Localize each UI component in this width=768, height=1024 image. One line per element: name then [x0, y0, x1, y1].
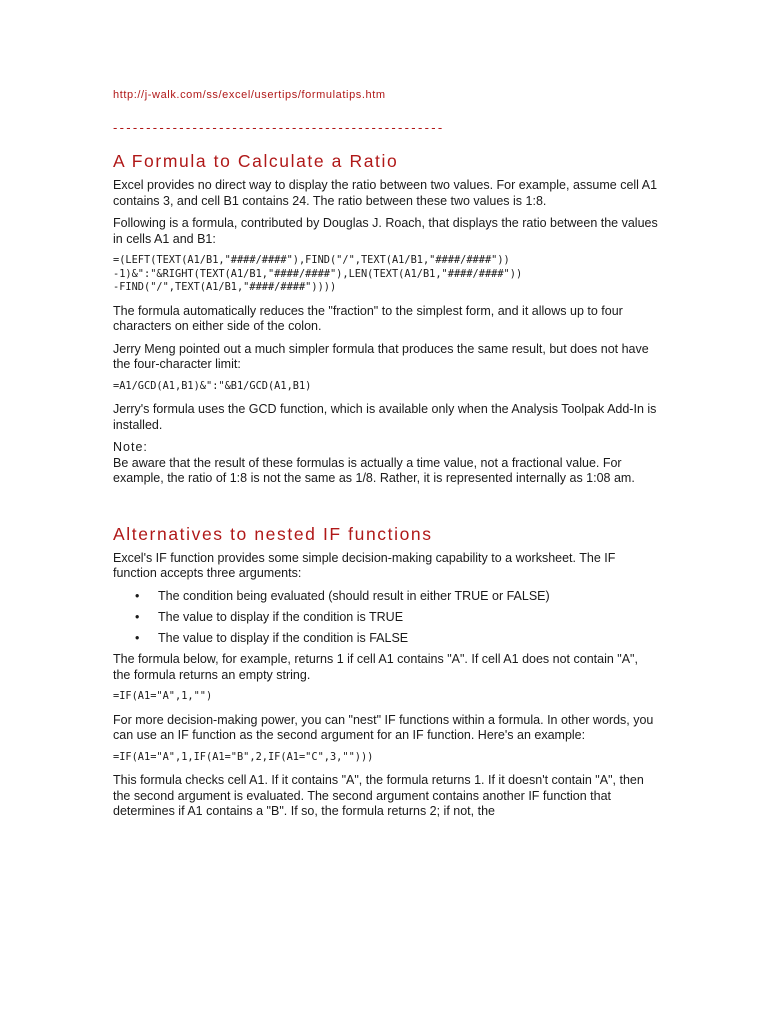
note-text: Be aware that the result of these formulas is actually a time value, not a fractional value. For example, the ratio of 1:8 is not the same as 1/8. Rather, it is represented internally as 1:08 am.: [113, 455, 635, 485]
formula-code-block: =IF(A1="A",1,IF(A1="B",2,IF(A1="C",3,""))): [113, 750, 374, 763]
source-url-link[interactable]: http://j-walk.com/ss/excel/usertips/formulatips.htm: [113, 89, 386, 101]
argument-list: [113, 589, 658, 647]
paragraph: This formula checks cell A1. If it contains "A", the formula returns 1. If it doesn't contain "A", then the second argument is evaluated. The second argument contains another IF function that determines if A1 contains a "B". If so, the formula returns 2; if not, the: [113, 773, 644, 818]
formula-code-block: =(LEFT(TEXT(A1/B1,"####/####"),FIND("/",TEXT(A1/B1,"####/####")) -1)&":"&RIGHT(TEXT(A1/B1,"####/####"),LEN(TEXT(A1/B1,"####/####")) -FIND("/",TEXT(A1/B1,"####/####")))): [113, 254, 523, 293]
formula-code-block: =A1/GCD(A1,B1)&":"&B1/GCD(A1,B1): [113, 379, 312, 392]
paragraph: Following is a formula, contributed by Douglas J. Roach, that displays the ratio between the values in cells A1 and B1:: [113, 216, 658, 246]
paragraph: Jerry's formula uses the GCD function, which is available only when the Analysis Toolpak Add-In is installed.: [113, 402, 657, 432]
list-item: [113, 631, 658, 647]
formula-code-block: =IF(A1="A",1,""): [113, 690, 213, 702]
bullet-icon: •: [135, 630, 140, 645]
paragraph: The formula below, for example, returns 1 if cell A1 contains "A". If cell A1 does not contain "A", the formula returns an empty string.: [113, 652, 638, 682]
list-item-text: The value to display if the condition is TRUE: [158, 609, 404, 624]
bullet-icon: •: [135, 609, 140, 624]
paragraph: For more decision-making power, you can "nest" IF functions within a formula. In other words, you can use an IF function as the second argument for an IF function. Here's an example:: [113, 712, 654, 742]
section-divider: --------------------------------------------------: [113, 120, 445, 135]
note-block: [113, 440, 658, 487]
paragraph: Excel provides no direct way to display the ratio between two values. For example, assume cell A1 contains 3, and cell B1 contains 24. The ratio between these two values is 1:8.: [113, 178, 658, 208]
list-item: [113, 589, 658, 605]
list-item: [113, 610, 658, 626]
section-title-ratio: A Formula to Calculate a Ratio: [113, 151, 399, 171]
note-label: Note:: [113, 440, 148, 454]
bullet-icon: •: [135, 588, 140, 603]
list-item-text: The condition being evaluated (should result in either TRUE or FALSE): [158, 588, 550, 603]
paragraph: Excel's IF function provides some simple decision-making capability to a worksheet. The IF function accepts three arguments:: [113, 550, 616, 580]
list-item-text: The value to display if the condition is FALSE: [158, 630, 409, 645]
paragraph: Jerry Meng pointed out a much simpler formula that produces the same result, but does not have the four-character limit:: [113, 341, 649, 371]
document-page: [113, 88, 658, 827]
paragraph: The formula automatically reduces the "fraction" to the simplest form, and it allows up to four characters on either side of the colon.: [113, 303, 623, 333]
section-title-nested-if: Alternatives to nested IF functions: [113, 523, 433, 544]
